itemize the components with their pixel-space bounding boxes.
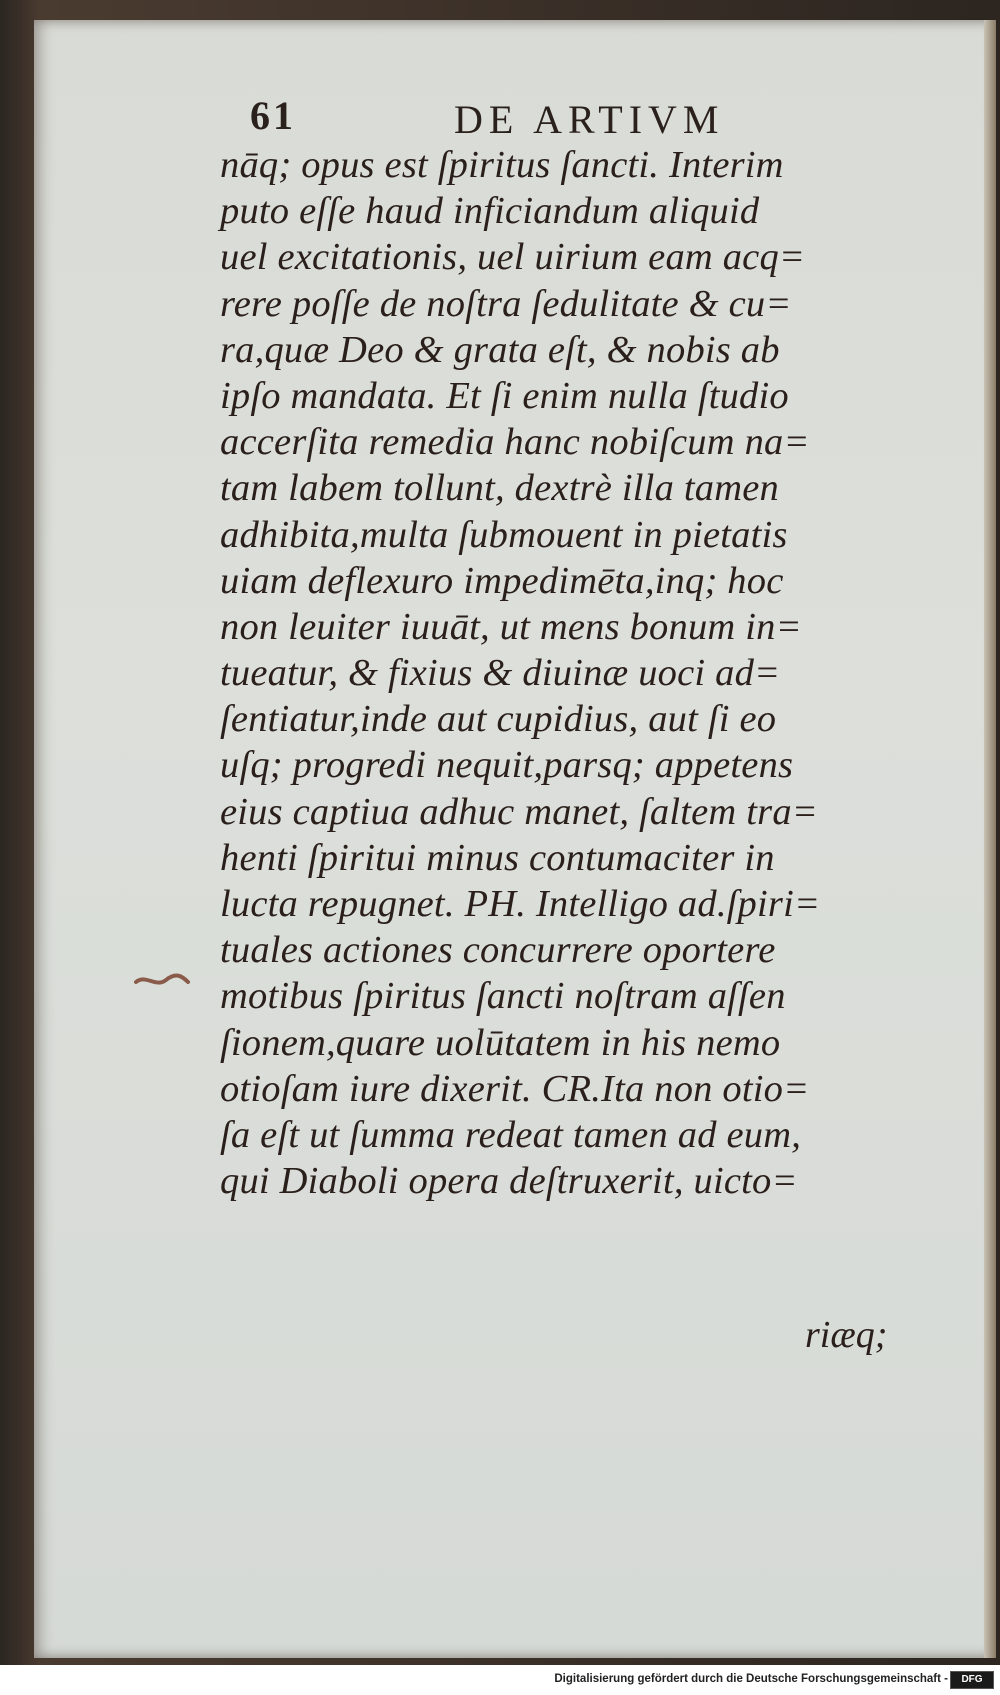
text-line: otioſam iure dixerit. CR.Ita non otio= [220, 1067, 810, 1110]
text-line: ipſo mandata. Et ſi enim nulla ſtudio [220, 374, 789, 417]
text-line: uſq; progredi nequit,parsq; appetens [220, 744, 794, 787]
running-head-title: DE ARTIVM [454, 97, 725, 142]
text-line: tam labem tollunt, dextrè illa tamen [220, 467, 779, 510]
catchword: riæq; [805, 1314, 888, 1356]
text-line: eius captiua adhuc manet, ſaltem tra= [220, 790, 818, 833]
text-line: ra,quæ Deo & grata eſt, & nobis ab [220, 328, 780, 371]
text-line: uel excitationis, uel uirium eam acq= [220, 236, 806, 279]
footer-bar [0, 1665, 1000, 1695]
digitization-credit: Digitalisierung gefördert durch die Deutsche Forschungsgemeinschaft - [554, 1673, 948, 1685]
text-line: adhibita,multa ſubmouent in pietatis [220, 513, 788, 556]
text-line: uiam deflexuro impedimēta,inq; hoc [220, 559, 784, 602]
text-line: motibus ſpiritus ſancti noſtram aſſen [220, 975, 786, 1018]
folio-number: 61 [250, 93, 296, 138]
text-line: ſentiatur,inde aut cupidius, aut ſi eo [220, 698, 777, 741]
text-line: tuales actiones concurrere oportere [220, 929, 776, 972]
dfg-logo: DFG [950, 1671, 994, 1689]
text-line: accerſita remedia hanc nobiſcum na= [220, 421, 810, 464]
text-line: puto eſſe haud inficiandum aliquid [220, 190, 760, 233]
text-line: tueatur, & fixius & diuinæ uoci ad= [220, 652, 781, 695]
marginal-ink-mark [132, 968, 192, 992]
text-line: non leuiter iuuāt, ut mens bonum in= [220, 605, 802, 648]
text-line: lucta repugnet. PH. Intelligo ad.ſpiri= [220, 883, 821, 925]
page-edge [984, 20, 996, 1658]
text-line: henti ſpiritui minus contumaciter in [220, 836, 775, 879]
text-line: nāq; opus est ſpiritus ſancti. Interim [220, 144, 784, 186]
text-line: ſa eſt ut ſumma redeat tamen ad eum, [220, 1113, 802, 1156]
text-line: ſionem,quare uolūtatem in his nemo [220, 1021, 781, 1064]
body-text [220, 142, 940, 1204]
text-line: qui Diaboli opera deſtruxerit, uicto= [220, 1160, 798, 1203]
text-line: rere poſſe de noſtra ſedulitate & cu= [220, 282, 792, 325]
running-head [250, 92, 950, 142]
